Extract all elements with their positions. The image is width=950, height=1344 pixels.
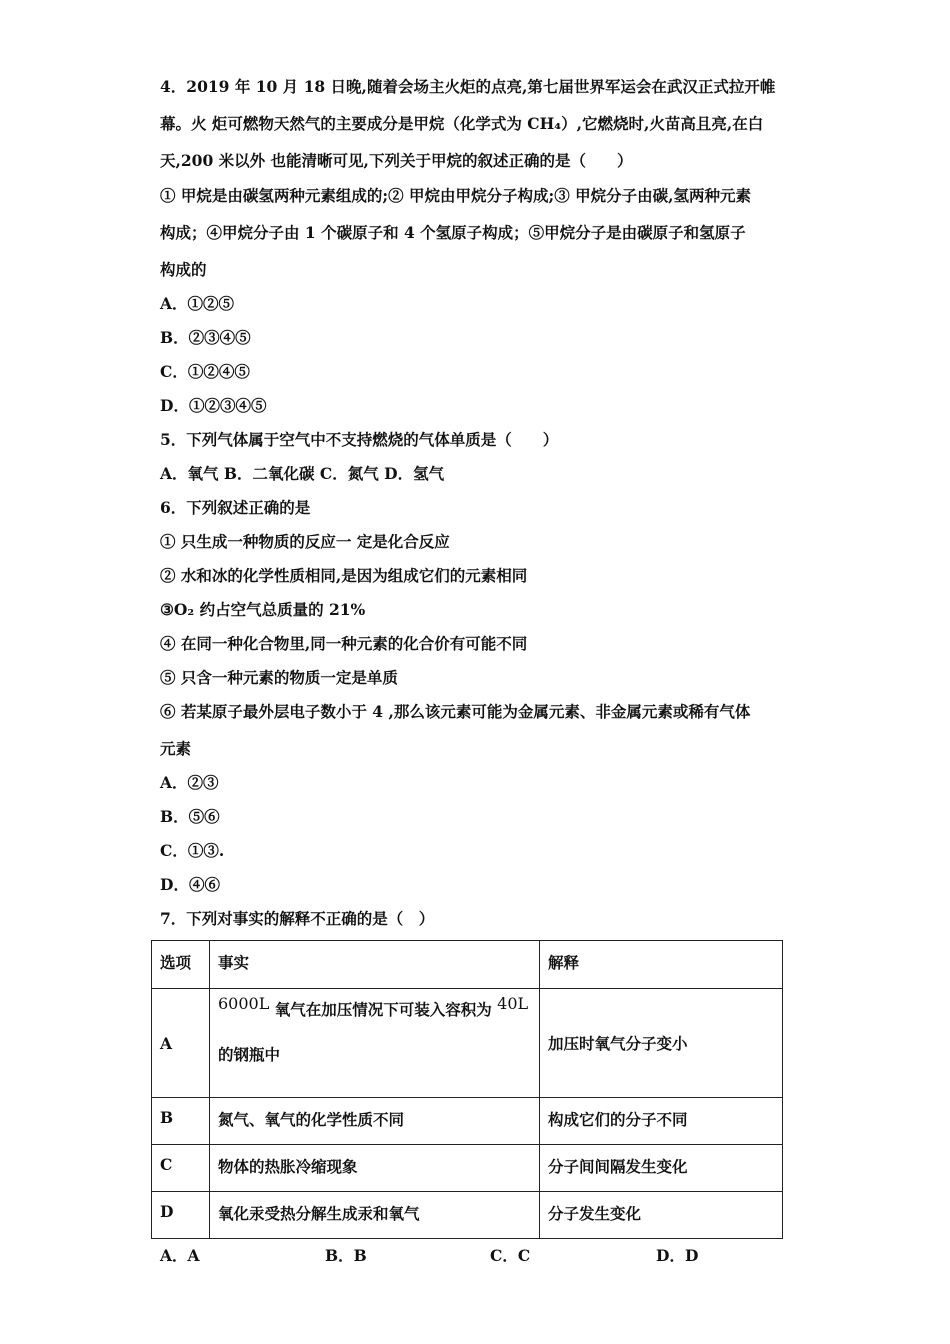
q7-stem: 7．下列对事实的解释不正确的是（ ） <box>160 909 435 928</box>
q4-option-d: D．①②③④⑤ <box>160 396 267 415</box>
row-d-fact: 氧化汞受热分解生成汞和氧气 <box>210 1192 540 1239</box>
row-d-option: D <box>152 1192 210 1239</box>
q4-stem-line-1: 4．2019 年 10 月 18 日晚,随着会场主火炬的点亮,第七届世界军运会在武汉正式拉开帷 <box>160 77 776 96</box>
q4-statement-line-2: 构成；④甲烷分子由 1 个碳原子和 4 个氢原子构成；⑤甲烷分子是由碳原子和氢原子 <box>160 223 746 242</box>
row-d-explanation: 分子发生变化 <box>540 1192 783 1239</box>
row-c-option: C <box>152 1145 210 1192</box>
header-fact: 事实 <box>210 941 540 989</box>
q6-option-a: A．②③ <box>160 773 219 792</box>
q6-option-b: B．⑤⑥ <box>160 807 220 826</box>
q7-facts-table <box>151 940 783 1239</box>
q6-statement-5: ⑤ 只含一种元素的物质一定是单质 <box>160 668 398 687</box>
q4-option-c: C．①②④⑤ <box>160 362 250 381</box>
q6-statement-3: ③O₂ 约占空气总质量的 21% <box>160 600 366 619</box>
row-b-option: B <box>152 1098 210 1145</box>
q7-answer-b: B．B <box>325 1246 367 1265</box>
q6-statement-2: ② 水和冰的化学性质相同,是因为组成它们的元素相同 <box>160 566 528 585</box>
q7-answer-d: D．D <box>656 1246 699 1265</box>
row-b-fact: 氮气、氧气的化学性质不同 <box>210 1098 540 1145</box>
row-a-fact-mid: 氧气在加压情况下可装入容积为 <box>274 1000 492 1019</box>
table-row <box>152 989 783 1098</box>
q7-answer-c: C．C <box>490 1246 531 1265</box>
q6-option-c: C．①③. <box>160 841 225 860</box>
table-header-row <box>152 941 783 989</box>
q6-option-d: D．④⑥ <box>160 875 220 894</box>
q5-options: A．氧气 B．二氧化碳 C．氮气 D．氢气 <box>160 464 445 483</box>
q6-statement-1: ① 只生成一种物质的反应一 定是化合反应 <box>160 532 450 551</box>
q6-stem: 6．下列叙述正确的是 <box>160 498 311 517</box>
table-row <box>152 1145 783 1192</box>
q7-answer-a: A．A <box>160 1246 200 1265</box>
q4-option-b: B．②③④⑤ <box>160 328 251 347</box>
q4-stem-line-3: 天,200 米以外 也能清晰可见,下列关于甲烷的叙述正确的是（ ） <box>160 151 633 170</box>
row-a-volume-2: 40L <box>497 994 529 1013</box>
row-c-fact: 物体的热胀冷缩现象 <box>210 1145 540 1192</box>
row-a-fact-tail: 的钢瓶中 <box>218 1045 281 1064</box>
header-option: 选项 <box>152 941 210 989</box>
q5-stem: 5．下列气体属于空气中不支持燃烧的气体单质是（ ） <box>160 430 559 449</box>
row-a-volume-1: 6000L <box>218 994 270 1013</box>
q6-statement-4: ④ 在同一种化合物里,同一种元素的化合价有可能不同 <box>160 634 528 653</box>
row-b-explanation: 构成它们的分子不同 <box>540 1098 783 1145</box>
q6-statement-6-line-2: 元素 <box>160 739 192 758</box>
row-a-option: A <box>152 989 210 1098</box>
row-a-explanation: 加压时氧气分子变小 <box>540 989 783 1098</box>
q4-stem-line-2: 幕。火 炬可燃物天然气的主要成分是甲烷（化学式为 CH₄）,它燃烧时,火苗高且亮,在白 <box>160 114 764 133</box>
q6-statement-6-line-1: ⑥ 若某原子最外层电子数小于 4 ,那么该元素可能为金属元素、非金属元素或稀有气体 <box>160 702 751 721</box>
header-explanation: 解释 <box>540 941 783 989</box>
q4-option-a: A．①②⑤ <box>160 294 235 313</box>
table-row <box>152 1192 783 1239</box>
q4-statement-line-1: ① 甲烷是由碳氢两种元素组成的;② 甲烷由甲烷分子构成;③ 甲烷分子由碳,氢两种元素 <box>160 186 752 205</box>
row-c-explanation: 分子间间隔发生变化 <box>540 1145 783 1192</box>
table-row <box>152 1098 783 1145</box>
q4-statement-line-3: 构成的 <box>160 260 207 279</box>
row-a-fact <box>210 989 540 1098</box>
